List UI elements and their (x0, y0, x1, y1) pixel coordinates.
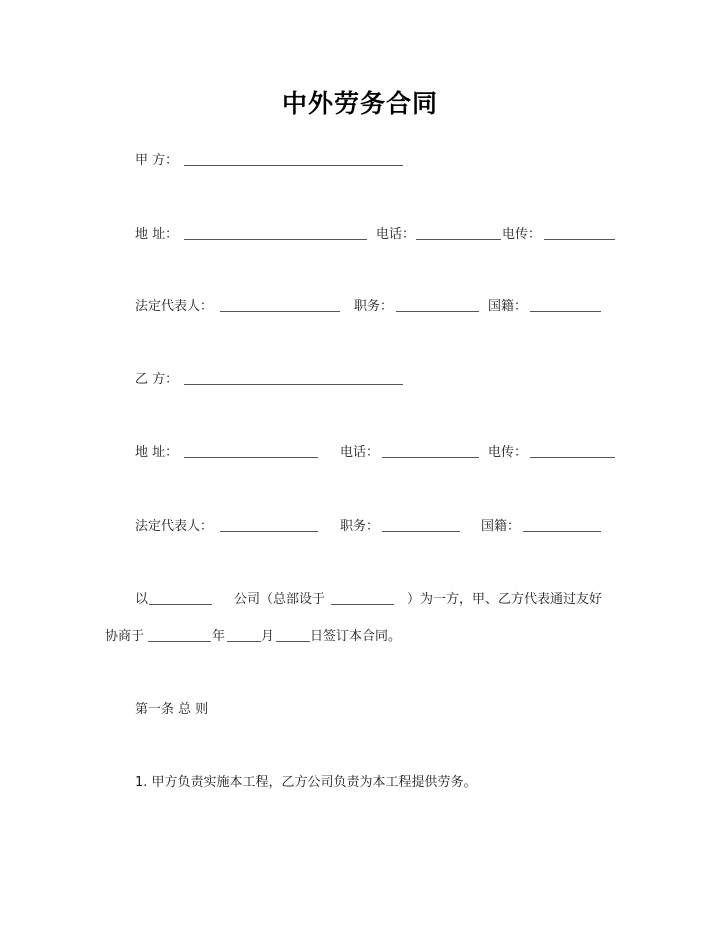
party-a-contact-row (135, 224, 625, 246)
party-b-contact-row (135, 442, 625, 464)
intro-text-a: 以 (135, 592, 149, 607)
party-b-position-label: 职务： (340, 519, 380, 534)
intro-text-b: 公司（总部设于 (234, 592, 326, 607)
clause-1: 1. 甲方负责实施本工程，乙方公司负责为本工程提供劳务。 (135, 775, 477, 790)
party-b-nationality-blank[interactable] (523, 531, 601, 532)
party-a-rep-blank[interactable] (220, 311, 340, 312)
party-a-position-label: 职务： (354, 299, 394, 314)
day-blank[interactable] (276, 641, 310, 642)
intro-text-d: 协商于 (105, 629, 145, 644)
document-title: 中外劳务合同 (281, 89, 438, 118)
party-a-fax-blank[interactable] (544, 239, 615, 240)
party-a-nationality-blank[interactable] (530, 311, 601, 312)
party-a-address-blank[interactable] (184, 239, 367, 240)
company-name-blank[interactable] (149, 604, 212, 605)
party-b-address-blank[interactable] (184, 457, 318, 458)
headquarters-blank[interactable] (331, 604, 394, 605)
party-b-phone-label: 电话： (340, 445, 380, 460)
party-a-phone-blank[interactable] (416, 239, 501, 240)
party-a-name-row (135, 150, 415, 172)
party-b-phone-blank[interactable] (382, 457, 479, 458)
party-a-rep-row (135, 296, 625, 318)
party-a-nationality-label: 国籍： (488, 299, 528, 314)
party-a-fax-label: 电传： (502, 227, 542, 242)
party-b-rep-label: 法定代表人： (135, 519, 214, 534)
party-b-name-row (135, 369, 415, 391)
party-a-name-blank[interactable] (184, 165, 403, 166)
party-a-rep-label: 法定代表人： (135, 299, 214, 314)
party-a-phone-label: 电话： (376, 227, 416, 242)
party-b-rep-blank[interactable] (220, 531, 318, 532)
party-b-name-label: 乙 方： (135, 372, 179, 387)
party-b-rep-row (135, 516, 625, 538)
party-b-name-blank[interactable] (184, 384, 403, 385)
month-label: 月 (261, 629, 275, 644)
year-blank[interactable] (148, 641, 211, 642)
party-b-fax-blank[interactable] (530, 457, 615, 458)
intro-text-c: ）为一方，甲、乙方代表通过友好 (407, 592, 603, 607)
party-b-address-label: 地 址： (135, 445, 179, 460)
section-heading-general: 第一条 总 则 (135, 702, 209, 717)
intro-text-e: 日签订本合同。 (310, 629, 402, 644)
party-a-address-label: 地 址： (135, 227, 179, 242)
party-a-position-blank[interactable] (396, 311, 479, 312)
party-b-nationality-label: 国籍： (481, 519, 521, 534)
intro-line-1 (135, 589, 635, 611)
month-blank[interactable] (227, 641, 261, 642)
party-b-position-blank[interactable] (382, 531, 460, 532)
party-a-name-label: 甲 方： (135, 153, 179, 168)
party-b-fax-label: 电传： (488, 445, 528, 460)
intro-line-2 (105, 626, 425, 648)
year-label: 年 (212, 629, 226, 644)
